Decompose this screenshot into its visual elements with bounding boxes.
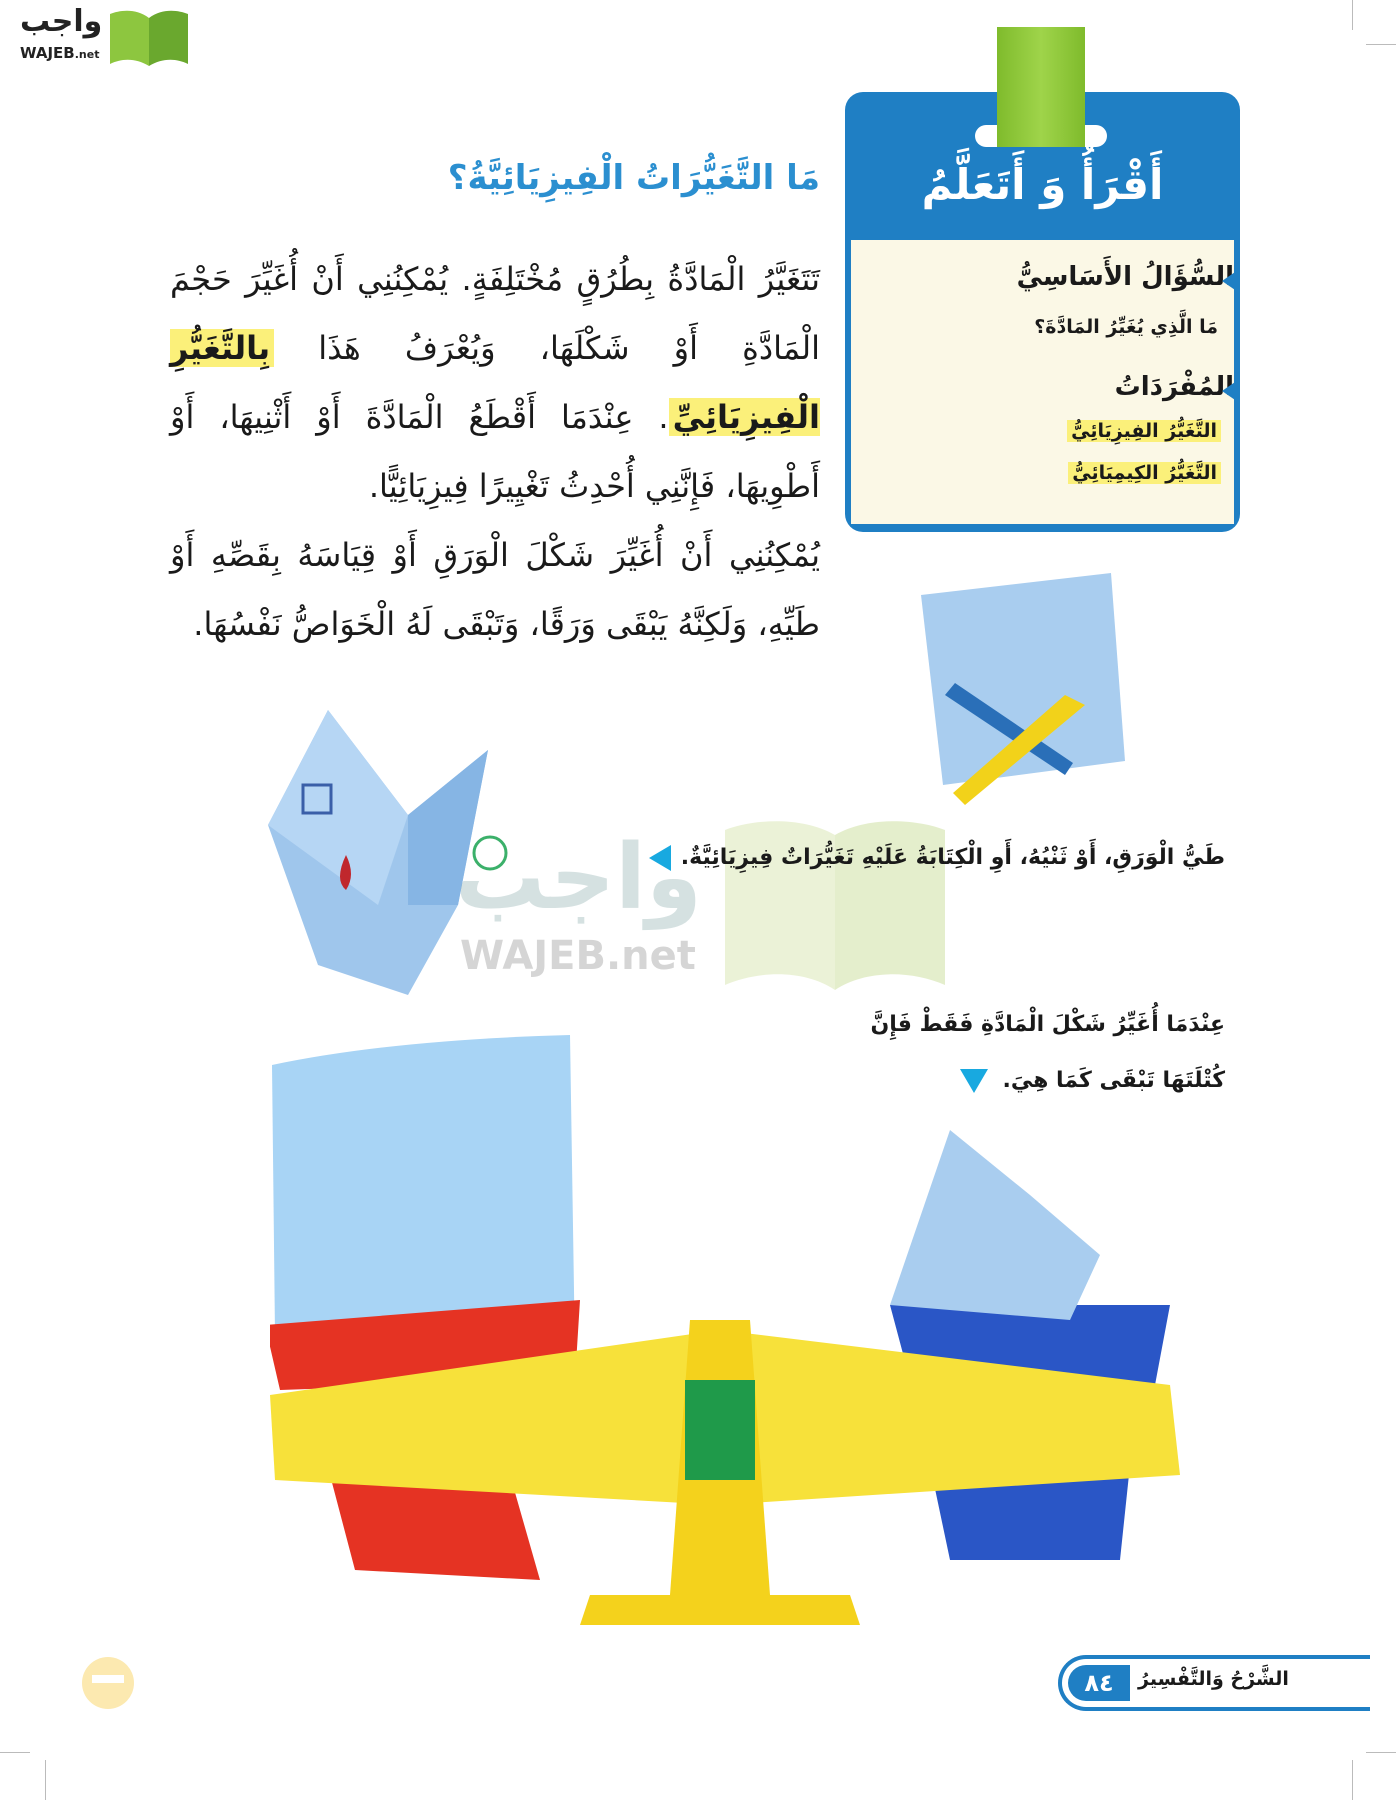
paper-with-pencils-image: [915, 565, 1135, 815]
pointer-left-icon: [649, 845, 671, 871]
wajeb-logo[interactable]: [8, 4, 193, 66]
essential-question: مَا الَّذِي يُغَيِّرُ المَادَّةَ؟: [1034, 316, 1218, 338]
page-number: ٨٤: [1068, 1665, 1130, 1701]
crop-mark: [1352, 1760, 1353, 1800]
logo-latin: WAJEB.net: [20, 44, 100, 62]
vocab-term[interactable]: التَّغَيُّرُ الفِيزِيَائِيُّ: [1067, 420, 1221, 442]
bookmark-tab: [997, 27, 1085, 147]
logo-arabic: واجب: [20, 4, 103, 39]
pointer-icon: [1222, 270, 1238, 292]
crop-mark: [1366, 1752, 1396, 1753]
footer-section-label: الشَّرْحُ وَالتَّفْسِيرُ: [1138, 1668, 1289, 1690]
vocab-term[interactable]: التَّغَيُّرُ الكِيمِيَائِيُّ: [1068, 462, 1221, 484]
fold-caption: طَيُّ الْوَرَقِ، أَوْ ثَنْيُهُ، أَوِ الْكِتَابَةُ عَلَيْهِ تَغَيُّرَاتٌ فِيزِيَائِيَّةٌ.: [649, 845, 1225, 871]
essential-question-heading: السُّؤَالُ الأَسَاسِيُّ: [1016, 262, 1234, 292]
mass-caption: عِنْدَمَا أُغَيِّرُ شَكْلَ الْمَادَّةِ فَقَطْ فَإِنَّ كُتْلَتَهَا تَبْقَى كَمَا هِيَ.: [870, 1012, 1225, 1093]
crop-mark: [1366, 44, 1396, 45]
pan-balance-image: [270, 1035, 1185, 1635]
watermark: واجب WAJEB.net: [455, 815, 950, 990]
crop-mark: [1352, 0, 1353, 30]
book-icon: [106, 6, 192, 66]
page-footer: [1058, 1655, 1370, 1711]
watermark-book-icon: [720, 815, 950, 990]
decorative-emblem-icon: [78, 1635, 138, 1713]
pointer-icon: [1222, 380, 1238, 402]
box-title: أَقْرَأُ وَ أَتَعَلَّمُ: [921, 160, 1164, 209]
essential-question-heading-row: [1017, 262, 1234, 292]
section-heading: مَا التَّغَيُّرَاتُ الْفِيزِيَائِيَّةُ؟: [447, 158, 820, 198]
pointer-down-icon: [960, 1069, 988, 1093]
body-text: تَتَغَيَّرُ الْمَادَّةُ بِطُرُقٍ مُخْتَلِفَةٍ. يُمْكِنُنِي أَنْ أُغَيِّرَ حَجْمَ الْمَادَّةِ أَوْ شَكْلَهَا، وَيُعْرَفُ هَذَا بِالتَّغَيُّرِ الْفِيزِيَائِيِّ. عِنْدَمَا أَقْطَعُ الْمَادَّةَ أَوْ أَثْنِيهَا، أَوْ أَطْوِيهَا، فَإِنَّنِي أُحْدِثُ تَغْيِيرًا فِيزِيَائِيًّا. يُمْكِنُنِي أَنْ أُغَيِّرَ شَكْلَ الْوَرَقِ أَوْ قِيَاسَهُ بِقَصِّهِ أَوْ طَيِّهِ، وَلَكِنَّهُ يَبْقَى وَرَقًا، وَتَبْقَى لَهُ الْخَوَاصُّ نَفْسُهَا.: [170, 260, 820, 643]
key-term-highlight: بِالتَّغَيُّرِ الْفِيزِيَائِيِّ: [170, 329, 820, 436]
crop-mark: [45, 1760, 46, 1800]
vocabulary-heading: المُفْرَدَاتُ: [1114, 372, 1234, 402]
paragraph-2: يُمْكِنُنِي أَنْ أُغَيِّرَ شَكْلَ الْوَرَقِ أَوْ قِيَاسَهُ بِقَصِّهِ أَوْ طَيِّهِ، وَلَكِنَّهُ يَبْقَى وَرَقًا، وَتَبْقَى لَهُ الْخَوَاصُّ نَفْسُهَا.: [170, 536, 820, 643]
crop-mark: [0, 1752, 30, 1753]
